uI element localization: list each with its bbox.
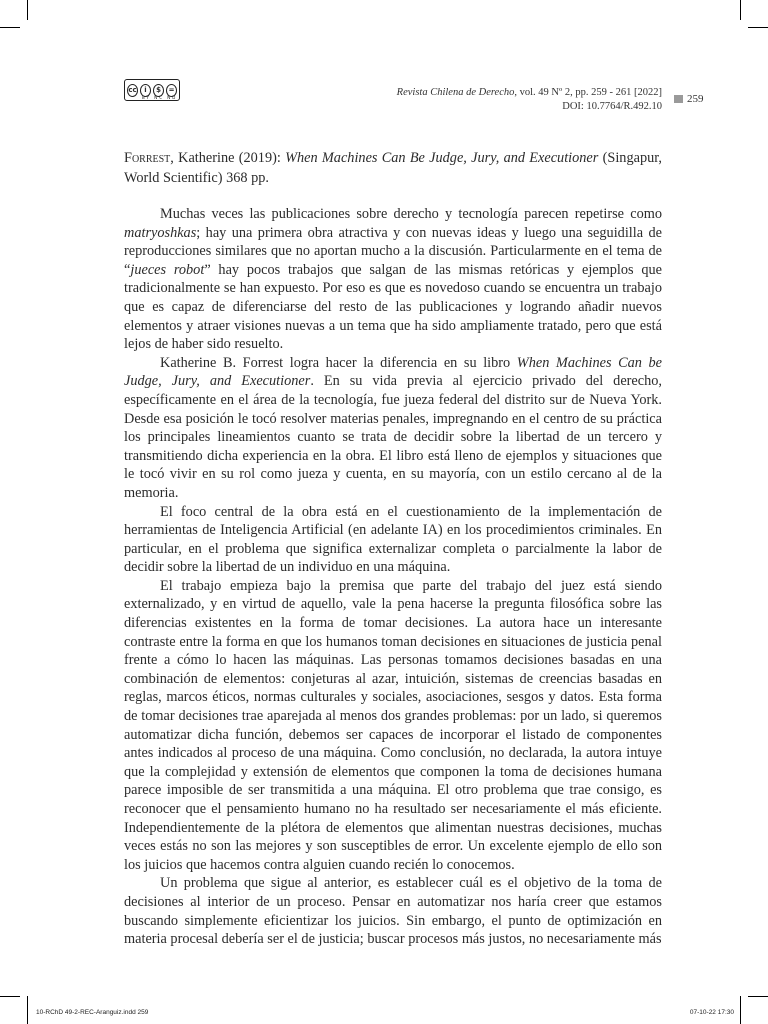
- journal-citation: [262, 86, 662, 114]
- paragraph-5: Un problema que sigue al anterior, es establecer cuál es el objetivo de la toma de decisiones al interior de un proceso. Pensar en automatizar nos haría creer que estamos buscando simplemente eficientizar los juicios. Sin embargo, el punto de optimización en materia procesal debería ser el de justicia; buscar procesos más justos, no necesariamente más: [124, 875, 662, 948]
- paragraph-2-italic-b: When Machines Can be Judge, Jury, and Executioner: [124, 354, 663, 390]
- crop-mark-top-left: [27, 0, 28, 20]
- crop-mark-bottom-left-h: [0, 996, 20, 997]
- paragraph-2-text-a: Katherine B. Forrest logra hacer la diferencia en su libro: [160, 354, 517, 371]
- crop-mark-bottom-left: [27, 996, 28, 1024]
- paragraph-1-italic-b: matryoshkas: [124, 224, 197, 241]
- paragraph-2-text-c: . En su vida previa al ejercicio privado del derecho, específicamente en el área de la tecnología, fue jueza federal del distrito sur de Nueva York. Desde esa posición le tocó resolver materias penales, impregnando en el centro de su práctica los principales lineamientos cuanto se trata de decidir sobre la libertad de un tercero y transmitiendo dicha experiencia en la obra. El libro está lleno de ejemplos y situaciones que le tocó vivir en su rol como jueza y cuenta, en su mayoría, con un estilo cercano al de la memoria.: [124, 373, 662, 501]
- paragraph-4: El trabajo empieza bajo la premisa que parte del trabajo del juez está siendo externalizado, y en virtud de aquello, vale la pena hacerse la pregunta filosófica sobre las diferencias existentes en la forma de tomar decisiones. La autora hace un interesante contraste entre la forma en que los humanos toman decisiones en situaciones de justicia penal frente a cómo lo hacen las máquinas. Las personas tomamos decisiones basadas en una combinación de elementos: conjeturas al azar, intuición, sistemas de creencias basadas en reglas, marcos éticos, normas culturales y sociales, asociaciones, sesgos y datos. Esta forma de tomar decisiones trae aparejada al menos dos grandes problemas: por un lado, si queremos automatizar dicha función, debemos ser capaces de incorporar el listado de componentes antes indicados al proceso de una máquina. Como conclusión, no declarada, la autora intuye que la complejidad y extensión de elementos que componen la toma de decisiones humana parece imposible de ser transmitida a una máquina. El otro problema que trae consigo, es reconocer que el pensamiento humano no ha resultado ser necesariamente el más eficiente. Independientemente de la plétora de elementos que alimentan nuestras decisiones, muchas veces estás no son las mejores y son susceptibles de error. Un excelente ejemplo de ello son los juicios que hacemos contra alguien cuando recién lo conocemos.: [124, 577, 662, 873]
- crop-mark-top-left-h: [0, 27, 20, 28]
- crop-mark-top-right-h: [748, 27, 768, 28]
- review-body: [124, 205, 662, 949]
- publisher: (Singapur, World Scientific) 368 pp.: [124, 150, 663, 186]
- paragraph-1-text-c: ; hay una primera obra atractiva y con nuevas ideas y luego una seguidilla de reproducciones similares que no aportan mucho a la discusión. Particularmente en el tema de “: [124, 224, 662, 278]
- page-number: [674, 93, 704, 105]
- attribution-icon: i: [140, 84, 151, 97]
- paragraph-2: [124, 354, 662, 503]
- author-rest: , Katherine (2019):: [170, 150, 286, 166]
- footer-file-name: 10-RChD 49-2-REC-Aranguiz.indd 259: [36, 1009, 149, 1016]
- paragraph-3: El foco central de la obra está en el cuestionamiento de la implementación de herramientas de Inteligencia Artificial (en adelante IA) en los procedimientos criminales. En particular, en el problema que significa externalizar completa o parcialmente la labor de decidir sobre la libertad de un individuo en una máquina.: [124, 503, 662, 576]
- crop-mark-bottom-right-h: [748, 996, 768, 997]
- paragraph-1-text-a: Muchas veces las publicaciones sobre derecho y tecnología parecen repetirse como: [160, 206, 662, 222]
- paragraph-1: [124, 205, 662, 354]
- footer-timestamp: 07-10-22 17:30: [689, 1009, 734, 1016]
- journal-name: Revista Chilena de Derecho: [396, 87, 515, 98]
- page-marker: [674, 95, 683, 103]
- reviewed-work-reference: [124, 148, 662, 188]
- doi: DOI: 10.7764/R.492.10: [562, 101, 662, 112]
- book-title: When Machines Can Be Judge, Jury, and Executioner: [285, 150, 599, 166]
- citation-line: [262, 86, 662, 100]
- cc-license-tags: BY NC ND: [142, 95, 178, 100]
- page-number-text: 259: [687, 93, 704, 105]
- no-derivatives-icon: =: [166, 84, 177, 97]
- creative-commons-icon: cc: [127, 84, 138, 97]
- paragraph-1-text-e: ” hay pocos trabajos que salgan de las mismas retóricas y ejemplos que tradicionalmente se han expuesto. Por eso es que es novedoso cuando se encuentra un trabajo que es capaz de diferenciarse del resto de las publicaciones y logrando añadir nuevos elementos y atraer visiones nuevas a un tema que ha sido ampliamente tratado, pero que está lejos de haber sido resuelto.: [124, 261, 663, 353]
- crop-mark-bottom-right: [740, 996, 741, 1024]
- journal-issue: , vol. 49 Nº 2, pp. 259 - 261 [2022]: [514, 87, 662, 98]
- crop-mark-top-right: [740, 0, 741, 20]
- paragraph-1-italic-d: jueces robot: [130, 261, 205, 278]
- non-commercial-icon: $: [153, 84, 164, 97]
- author-surname: Forrest: [124, 150, 171, 166]
